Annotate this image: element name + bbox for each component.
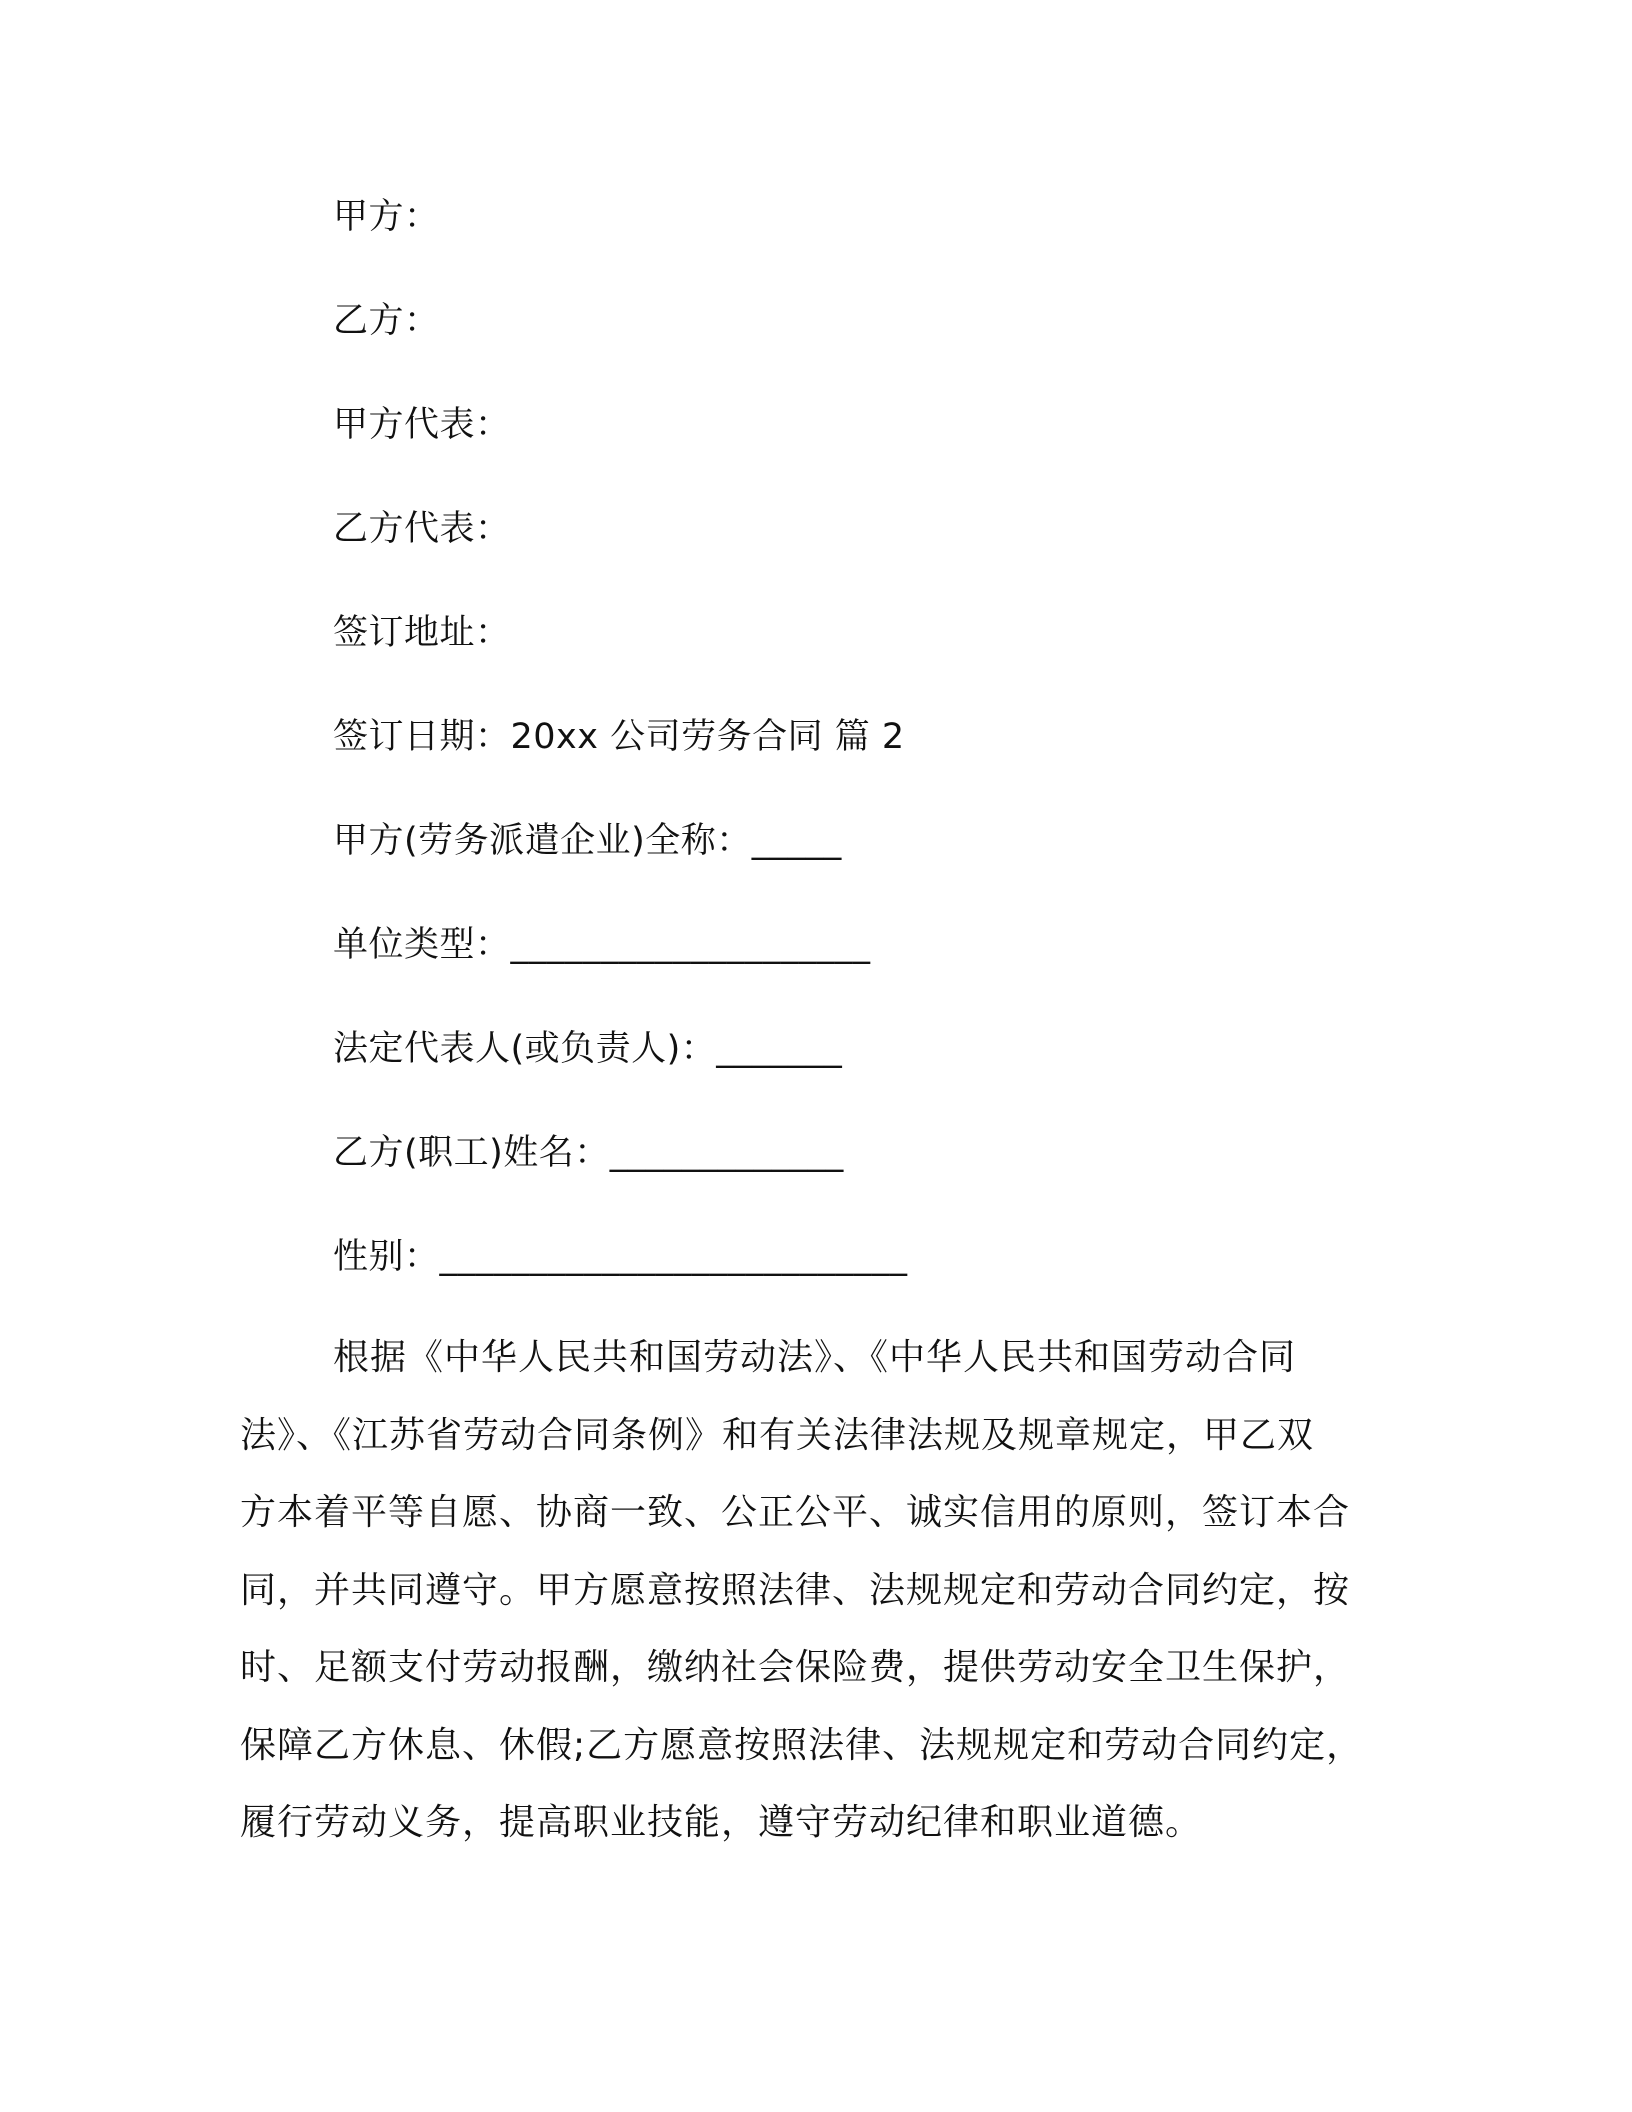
paragraph-line: 方本着平等自愿、协商一致、公正公平、诚实信用的原则，签订本合 xyxy=(240,1492,1351,1533)
paragraph-line: 根据《中华人民共和国劳动法》、《中华人民共和国劳动合同 xyxy=(333,1337,1297,1378)
gender-line: 性别：__________________________ xyxy=(333,1237,908,1277)
contract-preamble-paragraph xyxy=(240,1319,1364,1862)
party-b-line: 乙方： xyxy=(333,301,440,341)
dispatch-company-name-line: 甲方(劳务派遣企业)全称：_____ xyxy=(333,821,842,861)
party-b-representative-line: 乙方代表： xyxy=(333,509,511,549)
party-a-line: 甲方： xyxy=(333,197,440,237)
paragraph-line: 履行劳动义务，提高职业技能，遵守劳动纪律和职业道德。 xyxy=(240,1802,1203,1843)
party-a-representative-line: 甲方代表： xyxy=(333,405,511,445)
signing-date-line: 签订日期：20xx 公司劳务合同 篇 2 xyxy=(333,717,905,757)
paragraph-line: 同，并共同遵守。甲方愿意按照法律、法规规定和劳动合同约定，按 xyxy=(240,1569,1351,1611)
employee-name-line: 乙方(职工)姓名：_____________ xyxy=(333,1133,844,1173)
legal-representative-line: 法定代表人(或负责人)：_______ xyxy=(333,1029,843,1069)
paragraph-line: 时、足额支付劳动报酬，缴纳社会保险费，提供劳动安全卫生保护， xyxy=(240,1647,1351,1688)
paragraph-line: 保障乙方休息、休假;乙方愿意按照法律、法规规定和劳动合同约定， xyxy=(240,1724,1364,1766)
signing-address-line: 签订地址： xyxy=(333,613,511,653)
unit-type-line: 单位类型：____________________ xyxy=(333,925,871,965)
paragraph-line: 法》、《江苏省劳动合同条例》和有关法律法规及规章规定，甲乙双 xyxy=(240,1414,1315,1456)
